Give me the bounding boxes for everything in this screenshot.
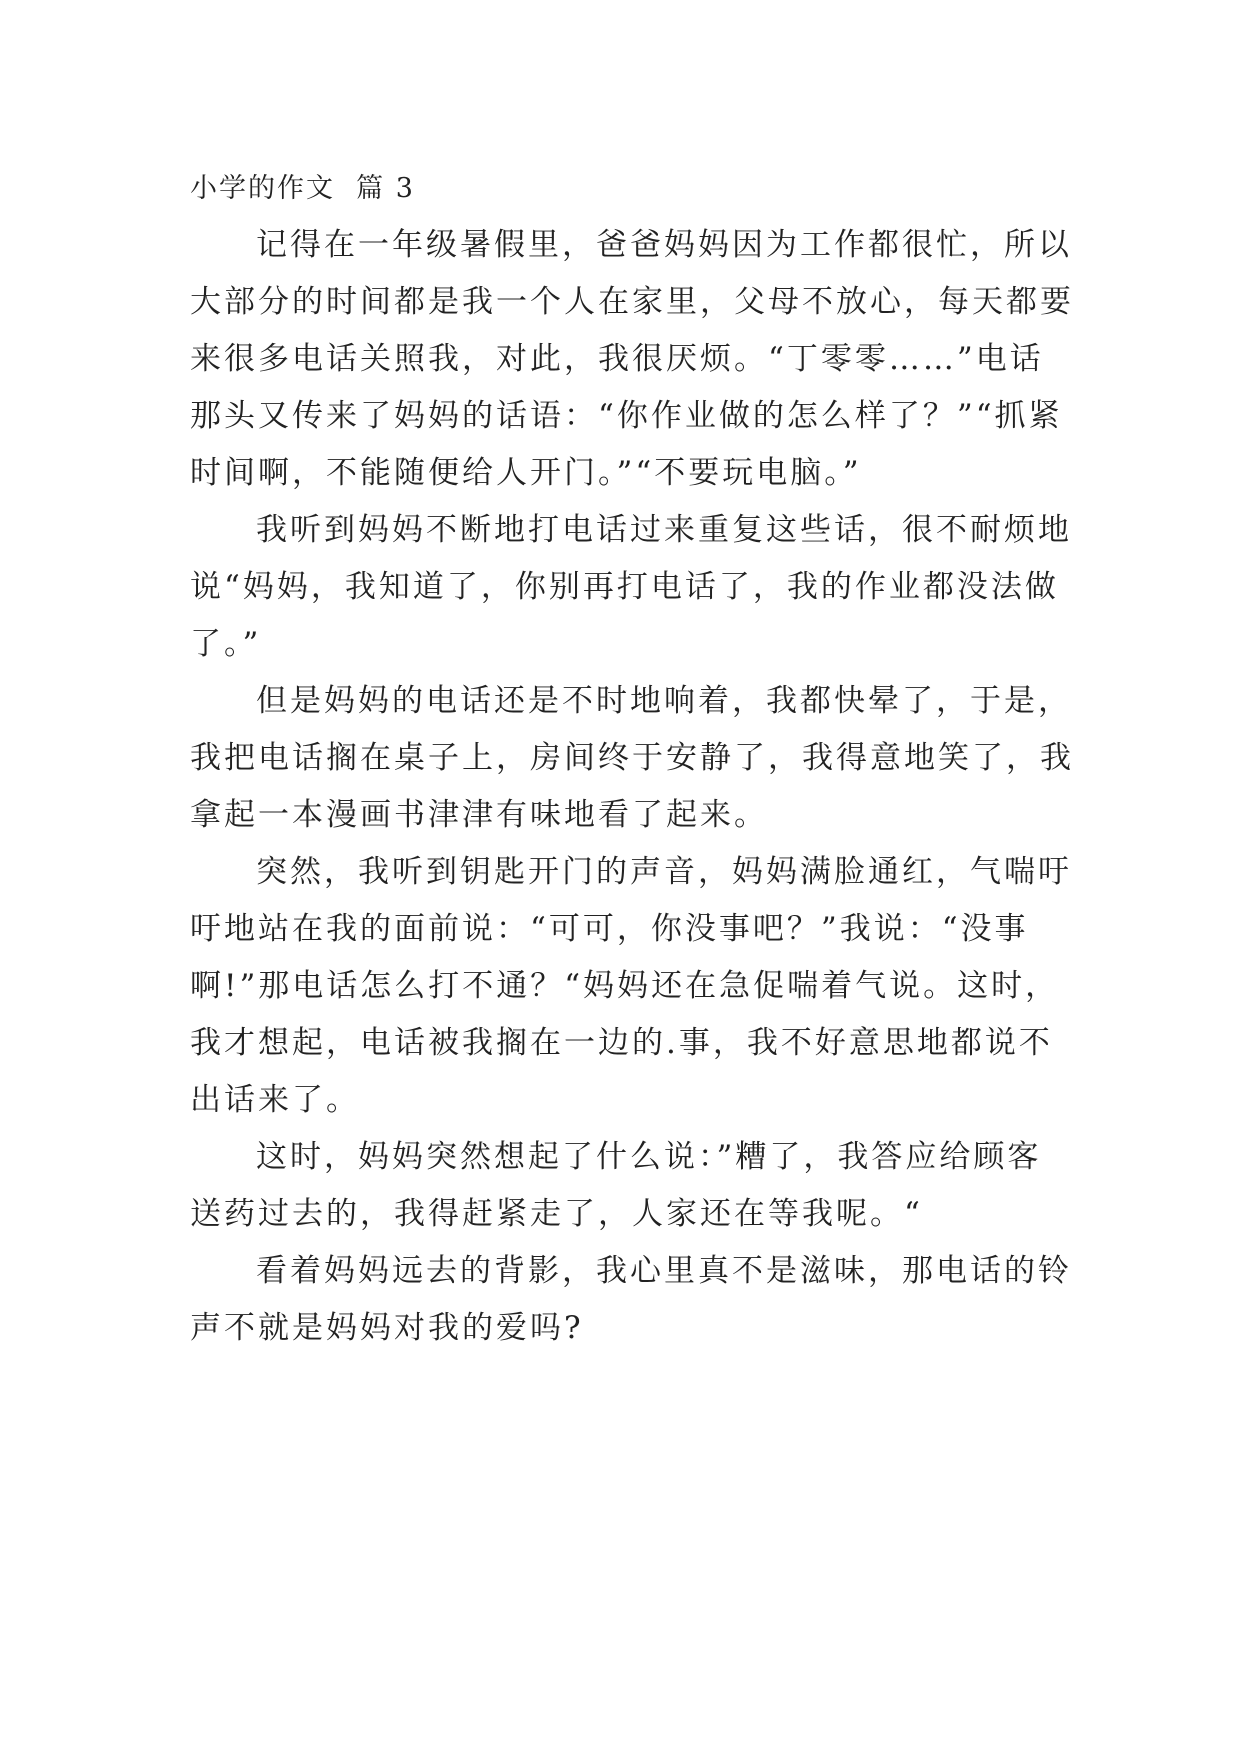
text-line: 我才想起，电话被我搁在一边的.事，我不好意思地都说不 — [190, 1025, 1053, 1061]
paragraph-3 — [190, 673, 1074, 844]
text-line: 说“妈妈，我知道了，你别再打电话了，我的作业都没法做 — [190, 569, 1059, 605]
page-title: 小学的作文 篇 3 — [190, 173, 415, 204]
text-line: 记得在一年级暑假里，爸爸妈妈因为工作都很忙，所以 — [256, 227, 1072, 263]
paragraph-5 — [190, 1129, 1070, 1243]
document-body — [190, 160, 1074, 1357]
text-line: 吁地站在我的面前说：“可可，你没事吧？”我说：“没事 — [190, 911, 1029, 947]
text-line: 声不就是妈妈对我的爱吗? — [190, 1310, 584, 1346]
text-line: 那头又传来了妈妈的话语：“你作业做的怎么样了？”“抓紧 — [190, 398, 1063, 434]
text-line: 时间啊，不能随便给人开门。”“不要玩电脑。” — [190, 455, 862, 491]
text-line: 看着妈妈远去的背影，我心里真不是滋味，那电话的铃 — [256, 1253, 1072, 1289]
text-line: 拿起一本漫画书津津有味地看了起来。 — [190, 797, 768, 833]
text-line: 来很多电话关照我，对此，我很厌烦。“丁零零……”电话 — [190, 341, 1044, 377]
text-line: 我听到妈妈不断地打电话过来重复这些话，很不耐烦地 — [256, 512, 1072, 548]
paragraph-4 — [190, 844, 1070, 1129]
text-line: 但是妈妈的电话还是不时地响着，我都快晕了，于是， — [256, 683, 1072, 719]
text-line: 送药过去的，我得赶紧走了，人家还在等我呢。“ — [190, 1196, 923, 1232]
text-line: 突然，我听到钥匙开门的声音，妈妈满脸通红，气喘吁 — [256, 854, 1072, 890]
text-line: 我把电话搁在桌子上，房间终于安静了，我得意地笑了，我 — [190, 740, 1074, 776]
paragraph-6 — [190, 1243, 1070, 1357]
text-line: 这时，妈妈突然想起了什么说：”糟了，我答应给顾客 — [256, 1139, 1042, 1175]
paragraph-1 — [190, 217, 1074, 502]
text-line: 大部分的时间都是我一个人在家里，父母不放心，每天都要 — [190, 284, 1074, 320]
text-line: 啊!”那电话怎么打不通？“妈妈还在急促喘着气说。这时， — [190, 968, 1060, 1004]
paragraph-2 — [190, 502, 1070, 673]
text-line: 出话来了。 — [190, 1082, 360, 1118]
text-line: 了。” — [190, 626, 262, 662]
